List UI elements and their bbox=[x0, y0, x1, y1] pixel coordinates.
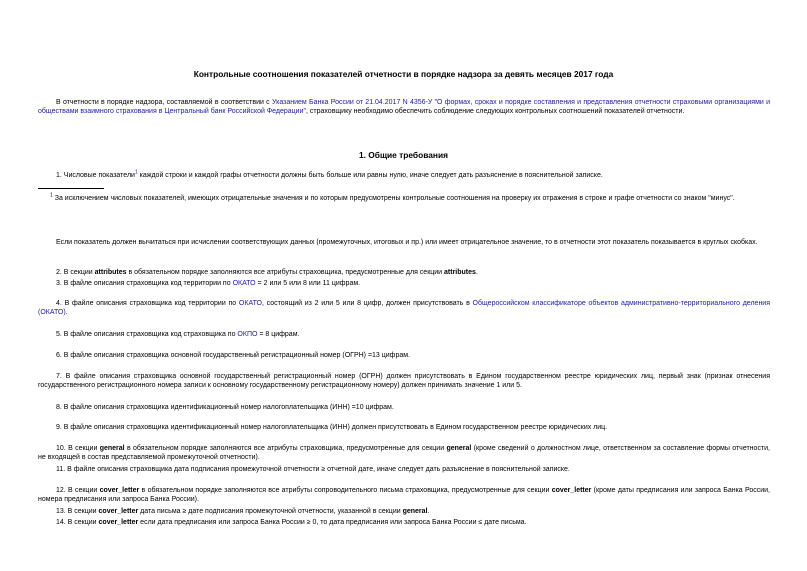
rule-3-text-end: = 2 или 5 или 8 или 11 цифрам. bbox=[255, 280, 361, 287]
rule-2-text-end: . bbox=[475, 269, 478, 276]
rule-7: 7. В файле описания страховщика основной государственный регистрационный номер (ОГРН) должен присутствовать в Едином государственном реестре юридических лиц, первый знак (признак отнесения государственного регистрационного номера записи к основному государственному регистрационному номеру) должен принимать значение 1 или 5. bbox=[38, 373, 770, 389]
rule-5-text: 5. В файле описания страховщика код страховщика по bbox=[56, 331, 238, 338]
rule-1-text-end: каждой строки и каждой графы отчетности должны быть больше или равны нулю, иначе следует дать разъяснение в пояснительной записке. bbox=[137, 172, 603, 179]
rule-6: 6. В файле описания страховщика основной государственный регистрационный номер (ОГРН) =13 цифрам. bbox=[56, 352, 410, 359]
rule-13-text-mid: дата письма ≥ дате подписания промежуточной отчетности, указанной в секции bbox=[138, 508, 403, 515]
okato-link[interactable]: ОКАТО bbox=[232, 280, 256, 287]
rule-4-text-end: . bbox=[65, 309, 68, 316]
rule-4-text: 4. В файле описания страховщика код территории по bbox=[56, 300, 239, 307]
section-general: general bbox=[99, 445, 125, 452]
intro-paragraph bbox=[38, 98, 770, 116]
section-cover-letter: cover_letter bbox=[99, 487, 140, 494]
footnote-text: За исключением числовых показателей, имеющих отрицательные значения и по которым предусмотрены контрольные соотношения на проверку их отражения в строке и графе отчетности со знаком "минус". bbox=[52, 195, 735, 202]
intro-text: В отчетности в порядке надзора, составляемой в соответствии с bbox=[56, 99, 272, 106]
rule-5 bbox=[38, 330, 770, 339]
rule-14-text-end: если дата предписания или запроса Банка России ≥ 0, то дата предписания или запроса Банка России ≤ дате письма. bbox=[138, 519, 527, 526]
intro-text-end: , страховщику необходимо обеспечить соблюдение следующих контрольных соотношений показателей отчетности. bbox=[306, 108, 685, 115]
rule-4 bbox=[38, 299, 770, 317]
rule-10-text-mid: в обязательном порядке заполняются все атрибуты страховщика, предусмотренные для секции bbox=[124, 445, 447, 452]
section-heading: 1. Общие требования bbox=[358, 150, 449, 160]
rule-14 bbox=[38, 518, 770, 527]
rule-12-text-mid: в обязательном порядке заполняются все атрибуты сопроводительного письма страховщика, предусмотренные для секции bbox=[139, 487, 552, 494]
rule-11: 11. В файле описания страховщика дата подписания промежуточной отчетности ≥ отчетной дате, иначе следует дать разъяснение в пояснительной записке. bbox=[56, 466, 570, 473]
rule-2-text: 2. В секции bbox=[56, 269, 95, 276]
footnote-separator bbox=[38, 188, 104, 189]
rule-3-text: 3. В файле описания страховщика код территории по bbox=[56, 280, 233, 287]
page-title: Контрольные соотношения показателей отчетности в порядке надзора за девять месяцев 2017 года bbox=[193, 69, 614, 79]
okato-link-2[interactable]: ОКАТО bbox=[238, 300, 262, 307]
footnote bbox=[50, 194, 770, 203]
section-attributes-2: attributes bbox=[444, 269, 476, 276]
footnote-ref[interactable]: 1 bbox=[134, 169, 138, 176]
rule-12-text-end: (кроме даты предписания или запроса Банка России, номера предписания или запроса Банка России). bbox=[38, 487, 770, 503]
rule-1 bbox=[38, 171, 770, 180]
subtract-note: Если показатель должен вычитаться при исчислении соответствующих данных (промежуточных, итоговых и пр.) или имеет отрицательное значение, то в отчетности этот показатель показывается в круглых скобках. bbox=[56, 239, 758, 246]
section-cover-letter-4: cover_letter bbox=[98, 519, 139, 526]
rule-12 bbox=[38, 486, 770, 504]
rule-3 bbox=[38, 279, 770, 288]
rule-5-text-end: = 8 цифрам. bbox=[257, 331, 300, 338]
rule-13 bbox=[38, 507, 770, 516]
rule-13-text-end: . bbox=[427, 508, 430, 515]
rule-8: 8. В файле описания страховщика идентификационный номер налогоплательщика (ИНН) =10 цифрам. bbox=[56, 404, 394, 411]
section-general-2: general bbox=[446, 445, 472, 452]
rule-2 bbox=[38, 268, 770, 277]
rule-2-text-mid: в обязательном порядке заполняются все атрибуты страховщика, предусмотренные для секции bbox=[126, 269, 445, 276]
rule-14-text: 14. В секции bbox=[56, 519, 99, 526]
section-cover-letter-2: cover_letter bbox=[551, 487, 592, 494]
section-attributes: attributes bbox=[94, 269, 127, 276]
rule-10-text: 10. В секции bbox=[56, 445, 100, 452]
rule-4-text-mid: , состоящий из 2 или 5 или 8 цифр, должен присутствовать в bbox=[261, 300, 473, 307]
okpo-link[interactable]: ОКПО bbox=[237, 331, 258, 338]
rule-10-text-end: (кроме сведений о должностном лице, ответственном за составление формы отчетности, не входящей в состав представляемой промежуточной отчетности). bbox=[38, 445, 771, 461]
section-cover-letter-3: cover_letter bbox=[98, 508, 139, 515]
rule-1-text: 1. Числовые показатели bbox=[56, 172, 135, 179]
rule-9: 9. В файле описания страховщика идентификационный номер налогоплательщика (ИНН) должен присутствовать в Едином государственном реестре юридических лиц. bbox=[56, 424, 608, 431]
rule-10 bbox=[38, 444, 770, 462]
okato-classifier-link[interactable]: Общероссийском классификаторе объектов административно-территориального деления (ОКАТО) bbox=[38, 300, 771, 316]
section-general-3: general bbox=[402, 508, 428, 515]
rule-12-text: 12. В секции bbox=[56, 487, 100, 494]
footnote-mark: 1 bbox=[50, 192, 53, 199]
directive-link[interactable]: Указанием Банка России от 21.04.2017 N 4356-У "О формах, сроках и порядке составления и представления отчетности страховыми организациями и обществами взаимного страхования в Центральный банк Российской Федерации" bbox=[38, 99, 770, 115]
rule-13-text: 13. В секции bbox=[56, 508, 99, 515]
